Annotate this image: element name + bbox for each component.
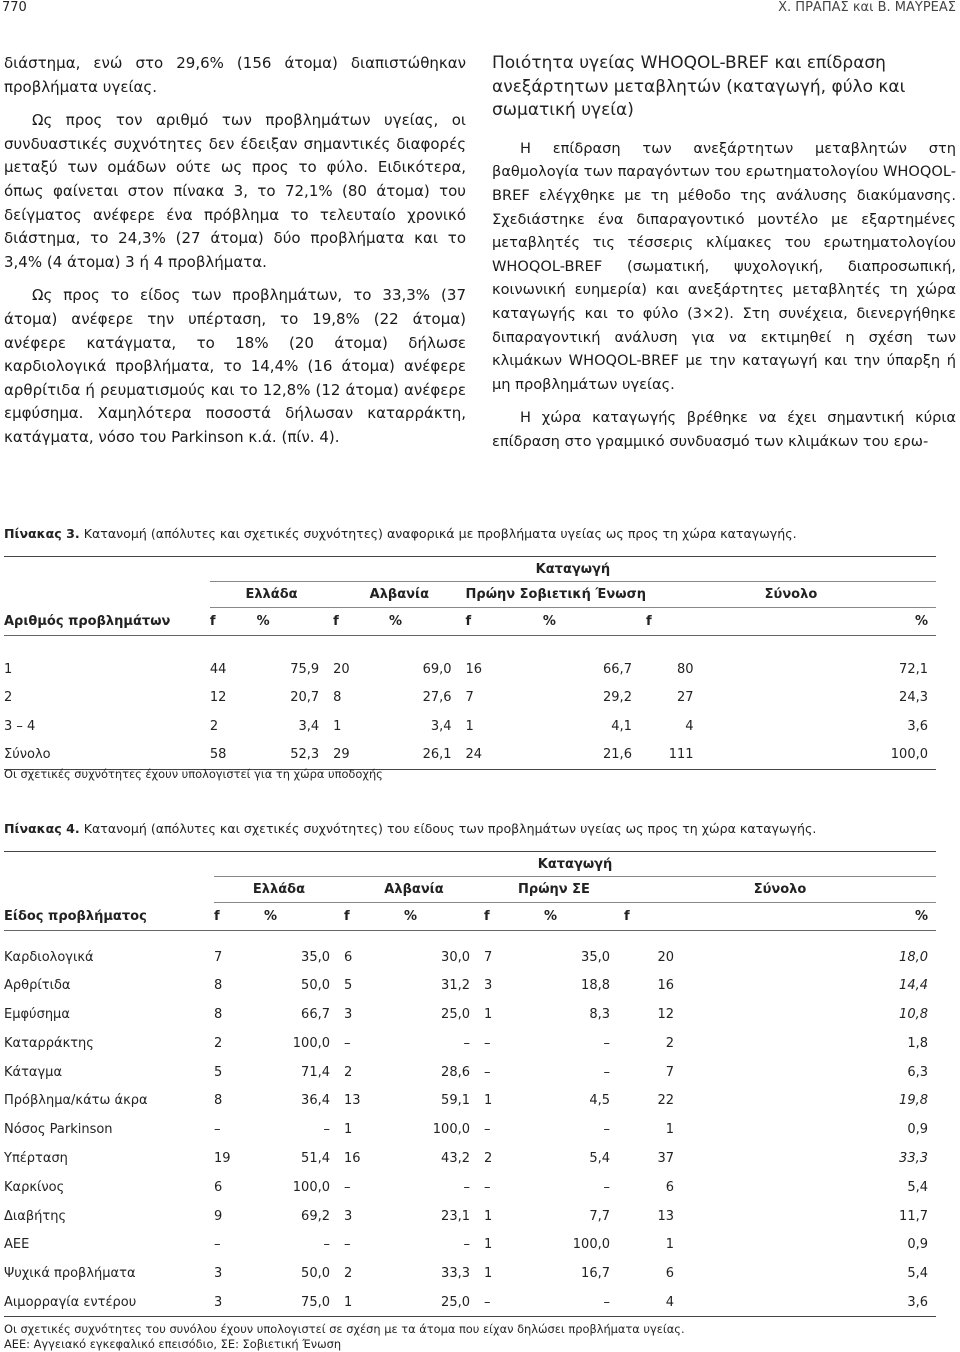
table-cell: 35,0 — [301, 950, 330, 966]
table-cell: 3 — [344, 1006, 353, 1022]
table-cell: 69,0 — [422, 661, 452, 677]
table3-spacer — [4, 582, 210, 608]
table-cell: 50,0 — [301, 978, 330, 994]
table-cell: 8 — [214, 1093, 223, 1109]
row-label: Διαβήτης — [4, 1208, 67, 1224]
table-cell: 1 — [465, 718, 474, 734]
table-cell: 9 — [214, 1208, 223, 1224]
table3-note: Οι σχετικές συχνότητες έχουν υπολογιστεί για τη χώρα υποδοχής — [4, 767, 383, 781]
row-label: Εμφύσημα — [4, 1006, 70, 1022]
row-label: Ψυχικά προβλήματα — [4, 1266, 136, 1282]
table-cell: 1 — [484, 1237, 493, 1253]
table3-country-header: Αλβανία — [333, 582, 465, 608]
table-cell: 8,3 — [589, 1006, 610, 1022]
table-cell: 29,2 — [603, 689, 632, 705]
table-cell: 111 — [668, 747, 694, 763]
table-cell: – — [463, 1237, 470, 1253]
table-row — [4, 1202, 936, 1231]
table-cell: 13 — [344, 1093, 361, 1109]
row-label: Σύνολο — [4, 747, 51, 763]
table-cell: – — [603, 1294, 610, 1310]
table3-pct-header: % — [914, 614, 928, 629]
table-cell: – — [603, 1122, 610, 1138]
row-label: Καρκίνος — [4, 1179, 65, 1195]
table-cell: 1 — [484, 1006, 493, 1022]
table3-row-header: Αριθμός προβλημάτων — [4, 613, 171, 629]
table-cell: 100,0 — [432, 1122, 470, 1138]
table-cell: 31,2 — [441, 978, 470, 994]
table-cell: 16,7 — [581, 1266, 610, 1282]
table-cell: – — [463, 1179, 470, 1195]
table-cell: 33,3 — [899, 1150, 928, 1166]
table-cell: 50,0 — [301, 1266, 330, 1282]
table-cell: 23,1 — [441, 1208, 470, 1224]
table-cell: 4,5 — [589, 1093, 610, 1109]
table-cell: – — [214, 1122, 221, 1138]
table-cell: 3,6 — [907, 718, 928, 734]
table-cell: 36,4 — [301, 1093, 330, 1109]
row-label: Αρθρίτιδα — [4, 978, 71, 994]
table-cell: – — [603, 1064, 610, 1080]
table4-country-header: Πρώην ΣΕ — [484, 877, 624, 903]
table-cell: 3 — [344, 1208, 353, 1224]
table3-country-header: Σύνολο — [646, 582, 936, 608]
table-cell: 2 — [209, 718, 219, 734]
table3-caption — [4, 526, 797, 541]
table-cell: 3 — [214, 1266, 223, 1282]
table4-f-header: f — [624, 909, 630, 924]
table-cell: 5,4 — [589, 1150, 610, 1166]
table4-f-header: f — [214, 909, 220, 924]
table-cell: 100,0 — [572, 1237, 610, 1253]
table4-pct-header: % — [544, 909, 558, 924]
table-row — [4, 1000, 936, 1029]
table3-f-header: f — [645, 614, 652, 629]
table-cell: 37 — [657, 1150, 674, 1166]
table-cell: – — [484, 1035, 491, 1051]
table-cell: 18,8 — [581, 978, 610, 994]
table-cell: 24,3 — [899, 689, 928, 705]
table-cell: 24 — [465, 747, 483, 763]
table-cell: 8 — [214, 1006, 223, 1022]
running-head: Χ. ΠΡΑΠΑΣ και Β. ΜΑΥΡΕΑΣ — [778, 0, 956, 15]
row-label: 3 – 4 — [4, 718, 36, 734]
table-cell: 66,7 — [301, 1006, 330, 1022]
table-cell: 14,4 — [899, 978, 928, 994]
table-cell: 51,4 — [301, 1150, 330, 1166]
table-cell: 16 — [465, 661, 483, 677]
table-cell: 75,9 — [290, 661, 320, 677]
table-cell: 6 — [344, 950, 353, 966]
table-cell: 22 — [657, 1093, 674, 1109]
table-cell: – — [484, 1294, 491, 1310]
table-cell: – — [603, 1179, 610, 1195]
table-cell: 12 — [209, 689, 227, 705]
table-row — [4, 931, 936, 972]
table4-row-header: Είδος προβλήματος — [4, 908, 147, 924]
paragraph: διάστημα, ενώ στο 29,6% (156 άτομα) διαπιστώθηκαν προβλήματα υγείας. — [4, 54, 466, 96]
right-column — [492, 52, 956, 454]
table-row — [4, 636, 936, 683]
table4 — [4, 851, 936, 1317]
table-cell: 100,0 — [292, 1179, 330, 1195]
table3-pct-header: % — [389, 614, 403, 629]
table4-pct-header: % — [914, 909, 928, 924]
table-cell: 2 — [344, 1064, 353, 1080]
table-cell: – — [463, 1035, 470, 1051]
row-label: Υπέρταση — [4, 1150, 68, 1166]
table-cell: 72,1 — [899, 661, 928, 677]
table3-country-header: Πρώην Σοβιετική Ένωση — [466, 582, 646, 608]
table-cell: 19,8 — [899, 1093, 928, 1109]
table-row — [4, 1029, 936, 1058]
table4-group-header: Καταγωγή — [214, 852, 936, 877]
table-cell: 1 — [484, 1266, 493, 1282]
table-cell: – — [344, 1035, 351, 1051]
table-cell: 5,4 — [907, 1266, 928, 1282]
table-cell: 71,4 — [301, 1064, 330, 1080]
table-cell: 1 — [333, 718, 342, 734]
paragraph: Η χώρα καταγωγής βρέθηκε να έχει σημαντική κύρια επίδραση στο γραμμικό συνδυασμό των κλιμάκων του ερω- — [492, 409, 956, 450]
table-cell: 52,3 — [290, 747, 320, 763]
table-cell: 43,2 — [441, 1150, 470, 1166]
table-row — [4, 1288, 936, 1317]
table-cell: 18,0 — [899, 950, 928, 966]
row-label: Καρδιολογικά — [4, 950, 94, 966]
table3-country-header: Ελλάδα — [210, 582, 333, 608]
table3-body — [4, 636, 936, 770]
table-cell: – — [344, 1179, 351, 1195]
table-cell: 100,0 — [292, 1035, 330, 1051]
section-title: Ποιότητα υγείας WHOQOL-BREF και επίδραση ανεξάρτητων μεταβλητών (καταγωγή, φύλο και σωματική υγεία) — [492, 53, 906, 121]
table4-country-header: Ελλάδα — [214, 877, 344, 903]
page-number: 770 — [2, 0, 27, 15]
table-cell: 58 — [209, 747, 227, 763]
table-cell: 8 — [333, 689, 342, 705]
row-label: Κάταγμα — [4, 1064, 63, 1080]
table4-corner — [4, 852, 214, 877]
table4-country-header: Σύνολο — [624, 877, 936, 903]
table3-caption-label: Πίνακας 3. — [4, 526, 80, 541]
table-cell: – — [214, 1237, 221, 1253]
table-cell: 75,0 — [301, 1294, 330, 1310]
table-cell: 10,8 — [899, 1006, 928, 1022]
row-label: Καταρράκτης — [4, 1035, 94, 1051]
table-cell: 11,7 — [899, 1208, 928, 1224]
row-label: ΑΕΕ — [4, 1237, 30, 1253]
table-cell: 3,4 — [430, 718, 452, 734]
table-cell: 1,8 — [907, 1035, 928, 1051]
table-cell: 2 — [484, 1150, 493, 1166]
table-cell: 16 — [344, 1150, 361, 1166]
table-cell: 21,6 — [603, 747, 632, 763]
paragraph: Η επίδραση των ανεξάρτητων μεταβλητών στη βαθμολογία των παραγόντων του ερωτηματολογίου WHOQOL-BREF ελέγχθηκε με τη μέθοδο της ανάλυσης διακύμανσης. Σχεδιάστηκε ένα διπαραγοντικό μοντέλο με εξαρτημένες μεταβλητές τις τέσσερις κλίμακες του ερωτηματολογίου WHOQOL-BREF (σωματική, ψυχολογική, διαπροσωπική, κοινωνική ευημερία) και ανεξάρτητες μεταβλητές τη χώρα καταγωγής και το φύλο (3×2). Στη συνέχεια, διενεργήθηκε διπαραγοντική ανάλυση για να εκτιμηθεί η σχέση των κλιμάκων WHOQOL-BREF με την καταγωγή και την ύπαρξη ή μη προβλημάτων υγείας. — [492, 139, 956, 393]
table-cell: 2 — [665, 1035, 674, 1051]
table-cell: 20,7 — [290, 689, 320, 705]
table3 — [4, 556, 936, 770]
table-cell: – — [323, 1122, 330, 1138]
table-cell: – — [484, 1179, 491, 1195]
table-cell: 16 — [657, 978, 674, 994]
table4-caption — [4, 821, 816, 836]
table-cell: 20 — [333, 661, 350, 677]
table-row — [4, 1259, 936, 1288]
table-row — [4, 1144, 936, 1173]
table3-caption-text: Κατανομή (απόλυτες και σχετικές συχνότητες) αναφορικά με προβλήματα υγείας ως προς τη χώρα καταγωγής. — [79, 526, 797, 541]
row-label: Αιμορραγία εντέρου — [4, 1294, 137, 1310]
table-cell: 1 — [484, 1093, 493, 1109]
table-cell: 3,4 — [298, 718, 320, 734]
table-cell: 25,0 — [441, 1294, 470, 1310]
table-cell: – — [323, 1237, 330, 1253]
table-cell: 3 — [214, 1294, 223, 1310]
table3-pct-header: % — [256, 614, 270, 629]
table4-pct-header: % — [404, 909, 418, 924]
table-cell: 13 — [657, 1208, 674, 1224]
table4-body — [4, 931, 936, 1317]
table3-f-header: f — [465, 614, 472, 629]
table-cell: 80 — [677, 661, 694, 677]
row-label: 1 — [4, 661, 13, 677]
table4-caption-text: Κατανομή (απόλυτες και σχετικές συχνότητες) του είδους των προβλημάτων υγείας ως προς τη χώρα καταγωγής. — [79, 821, 817, 836]
table-cell: 6 — [214, 1179, 223, 1195]
table4-f-header: f — [344, 909, 350, 924]
table-row — [4, 1058, 936, 1087]
table3-corner — [4, 557, 210, 582]
table-cell: 59,1 — [441, 1093, 470, 1109]
table-cell: 6 — [665, 1266, 674, 1282]
table-row — [4, 971, 936, 1000]
table-cell: 6,3 — [907, 1064, 928, 1080]
table-cell: 100,0 — [890, 747, 928, 763]
table-cell: 4,1 — [611, 718, 632, 734]
table-cell: 4 — [665, 1294, 674, 1310]
table-cell: 7 — [214, 950, 223, 966]
table-cell: 7,7 — [589, 1208, 610, 1224]
table-cell: 27 — [677, 689, 694, 705]
table3-f-header: f — [333, 614, 339, 629]
table4-country-header: Αλβανία — [344, 877, 484, 903]
table3-f-header: f — [209, 614, 216, 629]
table-cell: 0,9 — [907, 1122, 928, 1138]
table-row — [4, 712, 936, 741]
table4-spacer — [4, 877, 214, 903]
table-row — [4, 1230, 936, 1259]
table-cell: 33,3 — [441, 1266, 470, 1282]
table-cell: 30,0 — [441, 950, 470, 966]
table-cell: 12 — [657, 1006, 674, 1022]
table-cell: 3,6 — [907, 1294, 928, 1310]
table-cell: 1 — [344, 1294, 353, 1310]
table4-caption-label: Πίνακας 4. — [4, 821, 80, 836]
left-column — [4, 52, 466, 450]
table-cell: 27,6 — [422, 689, 452, 705]
paragraph: Ως προς το είδος των προβλημάτων, το 33,3% (37 άτομα) ανέφερε την υπέρταση, το 19,8% (22 άτομα) ανέφερε κατάγματα, το 18% (20 άτομα) δήλωσε καρδιολογικά προβλήματα, το 14,4% (16 άτομα) ανέφερε αρθρίτιδα ή ρευματισμούς και το 12,8% (12 άτομα) ανέφερε εμφύσημα. Χαμηλότερα ποσοστά δήλωσαν καταρράκτη, κατάγματα, νόσο του Parkinson κ.ά. (πίν. 4). — [4, 286, 466, 446]
table-cell: 7 — [665, 1064, 674, 1080]
table4-note-2: ΑΕΕ: Αγγειακό εγκεφαλικό επεισόδιο, ΣΕ: Σοβιετική Ένωση — [4, 1337, 342, 1351]
table-cell: – — [484, 1122, 491, 1138]
table-row — [4, 1086, 936, 1115]
table-cell: – — [344, 1237, 351, 1253]
table-cell: 29 — [333, 747, 350, 763]
table-cell: 5 — [214, 1064, 223, 1080]
table4-f-header: f — [484, 909, 490, 924]
table4-note-1: Οι σχετικές συχνότητες του συνόλου έχουν υπολογιστεί σε σχέση με τα άτομα που είχαν δηλώσει προβλήματα υγείας. — [4, 1322, 685, 1336]
table-cell: 69,2 — [301, 1208, 330, 1224]
table-cell: 1 — [484, 1208, 493, 1224]
table-row — [4, 1173, 936, 1202]
row-label: Πρόβλημα/κάτω άκρα — [4, 1093, 148, 1109]
table-cell: 66,7 — [603, 661, 632, 677]
table-cell: 2 — [214, 1035, 223, 1051]
table-cell: 5,4 — [907, 1179, 928, 1195]
table-cell: 5 — [344, 978, 353, 994]
table-cell: 35,0 — [581, 950, 610, 966]
table-cell: 25,0 — [441, 1006, 470, 1022]
row-label: 2 — [4, 689, 13, 705]
table3-pct-header: % — [542, 614, 556, 629]
table3-group-header: Καταγωγή — [210, 557, 936, 582]
table-cell: 7 — [465, 689, 474, 705]
table-cell: 8 — [214, 978, 223, 994]
table-row — [4, 1115, 936, 1144]
table-cell: 3 — [484, 978, 493, 994]
table-cell: 7 — [484, 950, 493, 966]
table-cell: 6 — [665, 1179, 674, 1195]
table-cell: 0,9 — [907, 1237, 928, 1253]
table-cell: 19 — [214, 1150, 231, 1166]
table-cell: – — [603, 1035, 610, 1051]
table-cell: 44 — [209, 661, 227, 677]
row-label: Νόσος Parkinson — [4, 1122, 113, 1138]
paragraph: Ως προς τον αριθμό των προβλημάτων υγείας, οι συνδυαστικές συχνότητες δεν έδειξαν σημαντικές διαφορές μεταξύ των ομάδων ούτε ως προς το φύλο. Ειδικότερα, όπως φαίνεται στον πίνακα 3, το 72,1% (80 άτομα) του δείγματος ανέφερε ένα πρόβλημα το τελευταίο χρονικό διάστημα, το 24,3% (27 άτομα) δύο προβλήματα και το 3,4% (4 άτομα) 3 ή 4 προβλήματα. — [4, 111, 466, 271]
table-cell: 4 — [685, 718, 694, 734]
table-row — [4, 683, 936, 712]
table-cell: 28,6 — [441, 1064, 470, 1080]
table-cell: 20 — [657, 950, 674, 966]
table-cell: 1 — [665, 1237, 674, 1253]
table-cell: 2 — [344, 1266, 353, 1282]
table4-pct-header: % — [264, 909, 278, 924]
table-cell: 1 — [344, 1122, 353, 1138]
table-cell: 26,1 — [422, 747, 452, 763]
table-cell: – — [484, 1064, 491, 1080]
table-cell: 1 — [665, 1122, 674, 1138]
